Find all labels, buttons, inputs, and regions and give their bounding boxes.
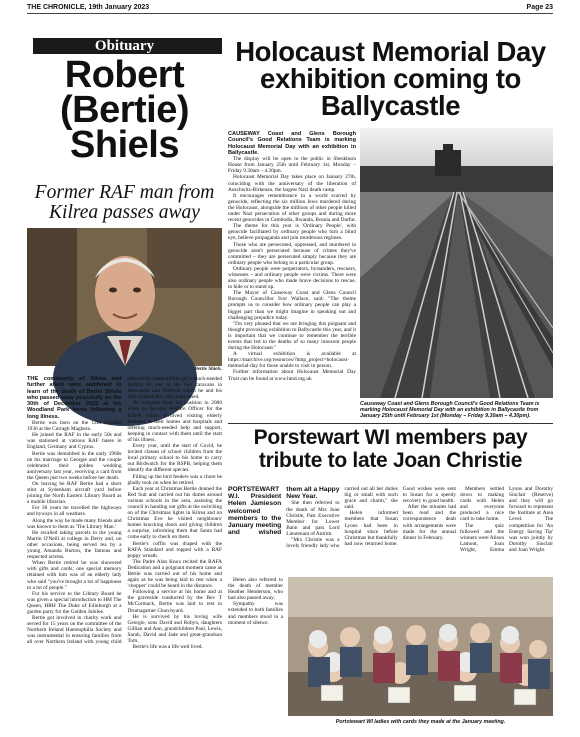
- obituary-paragraph: Along the way he made many friends and was known to them as 'The Library Man.': [27, 517, 122, 530]
- wi-paragraph: After the minutes had been read and the correspondence dealt with arrangements were made for the annual dinner in February.: [402, 504, 456, 541]
- obituary-body: [27, 376, 222, 710]
- wi-paragraph: She then referred to the death of Mrs Joan Christie, Past Executive Member for Lower Bann and past Lord Lieutenant of Antrim.: [286, 500, 340, 537]
- obituary-section-tab: Obituary: [27, 38, 222, 54]
- holocaust-paragraph: Ordinary people were perpetrators, bystanders, rescuers, witnesses – and ordinary people were victims. There were also ordinary people who made brave decisions to rescue, to hide or to stand up.: [228, 265, 356, 291]
- wi-headline: Porstewart WI members pay tribute to late Joan Christie: [253, 426, 528, 472]
- obituary-paragraph: THE community of Kilrea and further afield were saddened to learn of the death of Bertie Shiels who passed away peacefully on the 30th of December 2022 at his Woodland Park home following a long illness.: [27, 376, 122, 420]
- obituary-paragraph: Filling up the bird feeders was a chore he gladly took on when he retired.: [127, 473, 222, 486]
- wi-members-photo: [288, 577, 553, 716]
- holocaust-paragraph: A virtual exhibition is available at https://marchive.org/resources/?hmp_project=holocaust-memorial-day for those unable to visit in person.: [228, 351, 356, 370]
- wi-body-left: [228, 577, 283, 717]
- obituary-paragraph: Bertie's life was a life well lived.: [132, 644, 203, 651]
- obituary-paragraph: When Bertie retired he was showered with gifts and cards; one special memory retained with him was of an elderly lady who said "you've brought a lot of happiness to a lot of people.": [27, 560, 122, 591]
- page-header: [27, 2, 553, 14]
- wi-paragraph: PORTSTEWART W.I. President Helen Jamieson welcomed members to the January meeting and wished them all a Happy New Year.: [228, 486, 340, 537]
- wi-paragraph: "Mrs Christie was a lovely friendly lady who carried out all her duties big or small with such grace and charm," she said.: [286, 486, 398, 550]
- obituary-paragraph: Bertie was born on the 12th October 1936 at the Curragh Maghera.: [27, 420, 122, 433]
- group-photo-illustration: [288, 577, 553, 716]
- obituary-paragraph: He is survived by his loving wife Georgie, sons David and Robyn, daughters Gillian and Ann, grandchildren Paul, Lewis, Sarah, David and Jade and great-grandson Tom.: [127, 613, 222, 645]
- holocaust-paragraph: CAUSEWAY Coast and Glens Borough Council's Good Relations Team is marking Holocaust Memorial Day with an exhibition in Ballycastle.: [228, 131, 356, 156]
- obituary-subheadline: Former RAF man from Kilrea passes away: [34, 182, 215, 223]
- wi-body-columns: [228, 486, 456, 576]
- obituary-paragraph: For his service to the Library Board he was given a special introduction to HM The Queen, HRH The Duke of Edinburgh at a garden party for the Golden Jubilee.: [27, 590, 122, 615]
- holocaust-photo-caption: Causeway Coast and Glens Borough Council's Good Relations Team is marking Holocaust Memorial Day with an exhibition in Ballycastle from January 25th until February 1st (Monday – Friday 9.30am – 4.30pm).: [360, 401, 540, 419]
- section-divider: [228, 423, 553, 424]
- obituary-paragraph: Bertie's coffin was draped with the RAFA Standard and topped with a RAF poppy wreath.: [127, 540, 222, 559]
- obituary-paragraph: Following a service at his home and at the graveside conducted by the Rev T McCormack, Bertie was laid to rest in Drumagarner Churchyard.: [127, 589, 222, 614]
- holocaust-paragraph: The display will be open to the public in Sheskburn House from January 25th until February 1st, Monday – Friday 9.30am – 4.30pm.: [228, 156, 356, 175]
- obituary-paragraph: Bertie got involved in charity work and served for 15 years on the committee of the Northern Ireland Haemophilia Society and was instrumental in ensuring families from all over Northern Ireland with young child affected by haemophilia got a much-needed holiday in one of the two caravans in Newcastle and Portrush which he and his wife looked after and maintained.: [27, 376, 222, 646]
- holocaust-paragraph: Those who are persecuted, oppressed, and murdered in genocide aren't persecuted because of crimes they've committed – they are persecuted simply because they are ordinary people who belong to a particular group.: [228, 241, 356, 266]
- holocaust-paragraph: Further information about Holocaust Memorial Day Trust can be found at www.hmd.org.uk: [228, 369, 356, 382]
- holocaust-paragraph: It encourages remembrance in a world scarred by genocide, reflecting the six million Jews murdered during the Holocaust, alongside the millions of other people killed under Nazi persecution of other groups and during more recent genocides in Cambodia, Rwanda, Bosnia and Darfur.: [228, 192, 356, 224]
- obituary-paragraph: For 38 years he travelled the highways and byways in all weathers.: [27, 505, 122, 518]
- holocaust-paragraph: The Mayor of Causeway Coast and Glens Council Borough Councillor Ivor Wallace, said: "The theme prompts us to consider how ordinary people can play a bigger part than we might imagine in speaking out and challenging prejudice today.: [228, 290, 356, 321]
- holocaust-paragraph: "I'm very pleased that we are bringing this poignant and thought provoking exhibition to Ballycastle this year, and it is important that we continue to remember the terrible events that led to the deaths of so many innocent people during the Holocaust.": [228, 320, 356, 352]
- obituary-paragraph: On leaving he RAF Bertie had a short stint at Sydenham aircraft yard before joining the North Eastern Library Board as a mobile librarian.: [27, 481, 122, 506]
- obituary-paragraph: The Padre Alan Knox recited the RAFA Dedication and a poignant moment came as Bertie was carried out of his home and again as he was being laid to rest when a 'chopper' could be heard in the distance.: [127, 558, 222, 590]
- auschwitz-railway-photo: [360, 128, 553, 398]
- holocaust-paragraph: Holocaust Memorial Day takes place on January 27th, coinciding with the anniversary of the liberation of Auschwitz-Birkenau, the largest Nazi death camp.: [228, 174, 356, 193]
- obituary-paragraph: He recalled taking parcels to the young Martin O'Neill at college in Derry and, on other occasions, being served tea by a young Amanda Burton, the famous and respected actress.: [27, 529, 122, 561]
- wi-paragraph: The quiz followed and the winners were Alison Lamont, Joan Wright, Emma Lyons and Dorothy Sinclair (Reserve) and they will go forward to represent the Institute at Area Level. The competition for 'An Energy Saving Tip' was won jointly by Dorothy Sinclair and Joan Wright.: [460, 486, 553, 553]
- portrait-illustration: [27, 228, 222, 366]
- obituary-paragraph: He resigned from his position in 2000 when he became Welfare Officer for the RAFA which involved visiting elderly veterans in their homes and hospitals and offering much-needed help and support, keeping in contact with them until the start of his illness.: [127, 400, 222, 443]
- wi-paragraph: Helen informed members that Susan Lyons had been in hospital since before Christmas but thankfully had now returned home. Good wishes were sent to Susan for a speedy recovery to good health.: [344, 486, 456, 547]
- obituary-headline: Robert (Bertie) Shiels: [59, 54, 190, 166]
- obituary-photo-caption: Bertie Shiels.: [194, 367, 222, 372]
- obituary-paragraph: Each year at Christmas Bertie donned the Red Suit and carried out his duties around various schools in the area, assisting the council in handing out gifts at the switching on of the Christmas lights in Kilrea and on Christmas Eve he visited neighbours' homes knocking doors and giving children a surprise, informing them that Santa had come early to check on them.: [127, 485, 222, 541]
- holocaust-paragraph: The theme for this year is 'Ordinary People', with genocide facilitated by ordinary people who turn a blind eye, believe propaganda and join murderous regimes.: [228, 223, 356, 242]
- wi-paragraph: Helen also referred to the death of member Heather Henderson, who had also passed away.: [228, 577, 283, 602]
- publication-date: THE CHRONICLE, 19th January 2023: [27, 4, 150, 11]
- wi-paragraph: Members settled down to making cards with Helen and everyone produced a nice card to take home.: [460, 486, 504, 523]
- obituary-paragraph: Bertie was demobbed in the early 1960s on his marriage to Georgie and the couple celebrated their golden wedding anniversary last year, receiving a card from the Queen just two weeks before her death.: [27, 450, 122, 481]
- obituary-paragraph: He joined the RAF in the early 50s and was stationed at various RAF bases in England, Germany and Cyprus.: [27, 432, 122, 451]
- railway-tracks-illustration: [360, 128, 553, 398]
- page-number: Page 23: [526, 4, 553, 11]
- holocaust-headline: Holocaust Memorial Day exhibition coming to Ballycastle: [235, 36, 546, 121]
- obituary-paragraph: Every year, until the start of Covid, he invited classes of school children from the local primary school to his home to carry out Birdwatch for the RSPB, helping them identify the different species.: [127, 443, 222, 474]
- holocaust-body: [228, 131, 356, 382]
- wi-body-right: [460, 486, 553, 576]
- wi-paragraph: Sympathy was extended to both families and members stood in a moment of silence.: [228, 601, 283, 626]
- bertie-shiels-photo: [27, 228, 222, 366]
- wi-photo-caption: Portstewart WI ladies with cards they made at the January meeting.: [335, 719, 506, 725]
